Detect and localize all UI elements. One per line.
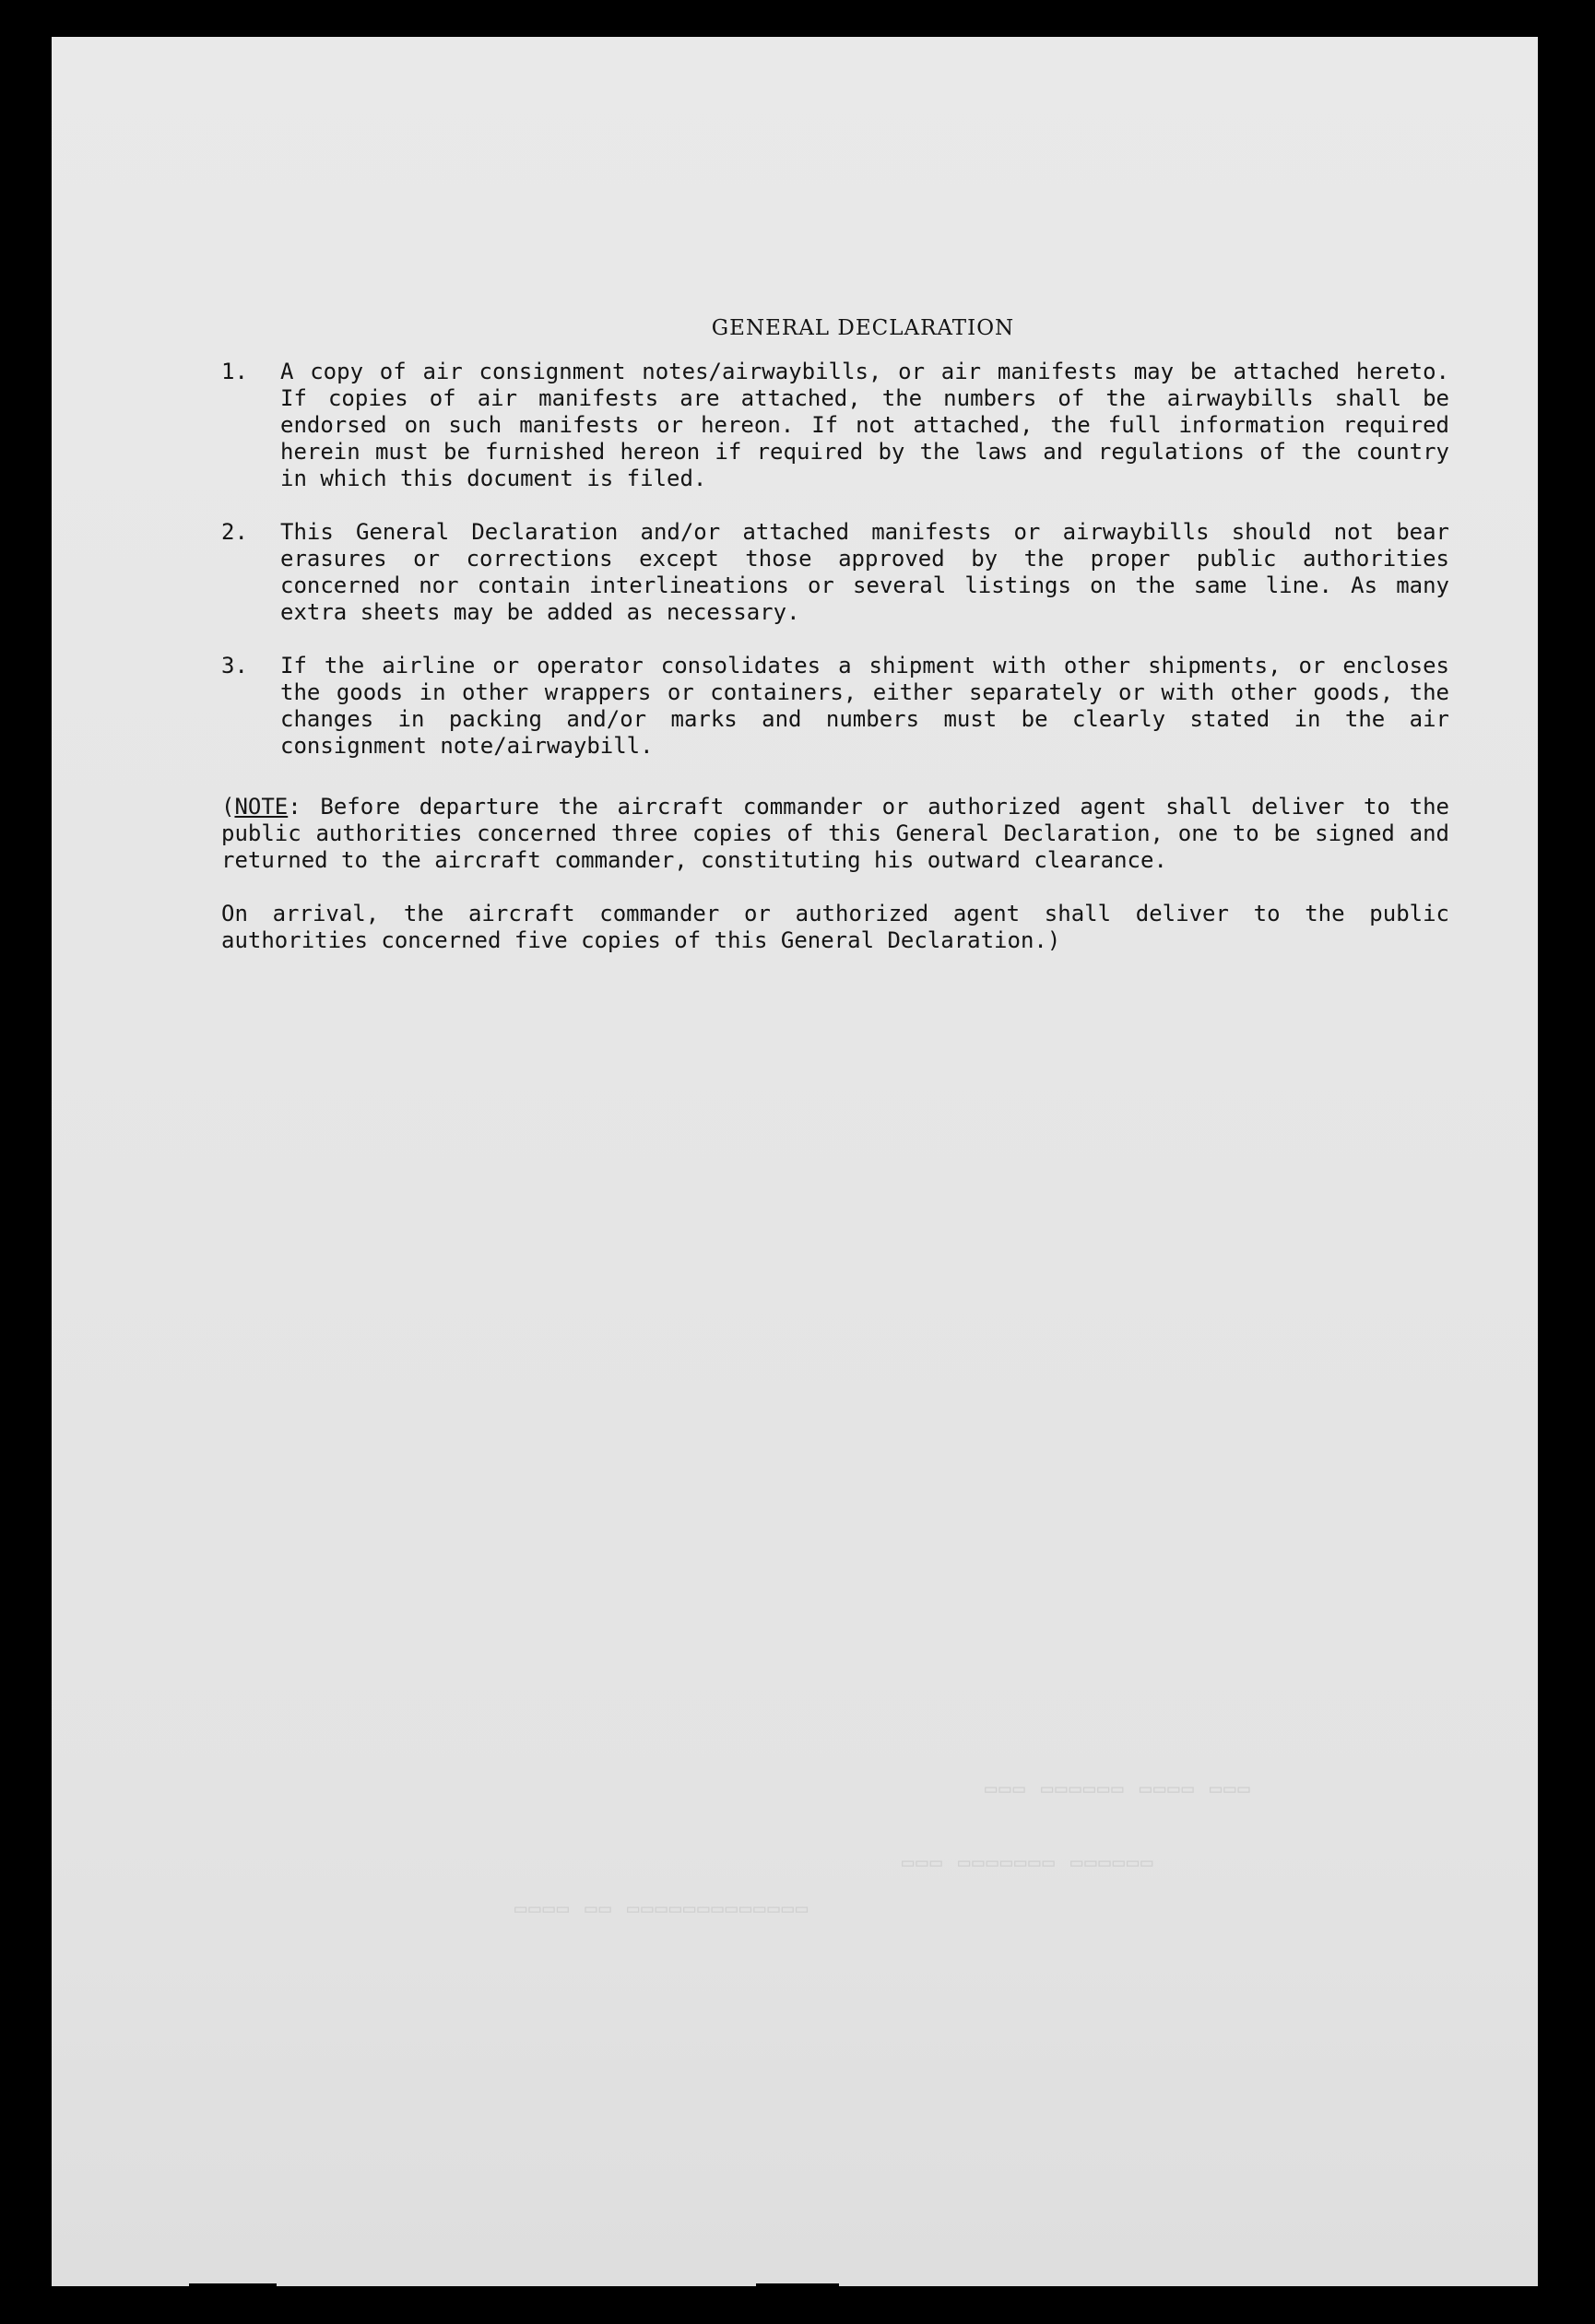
declaration-text bbox=[221, 315, 1449, 954]
scan-edge-artifact bbox=[756, 2283, 839, 2324]
note-paragraph bbox=[221, 794, 1449, 874]
scan-edge-artifact bbox=[189, 2283, 277, 2324]
bleed-through-mark: ▭▭▭▭▭▭▭▭▭▭▭▭▭ ▭▭ ▭▭▭▭ bbox=[513, 1899, 809, 1922]
arrival-paragraph: On arrival, the aircraft commander or authorized agent shall deliver to the public authorities concerned five copies of this General Declaration.) bbox=[221, 901, 1449, 953]
item-number: 1. bbox=[221, 359, 248, 384]
item-text: A copy of air consignment notes/airwaybills, or air manifests may be attached hereto. If copies of air manifests are attached, the numbers of the airwaybills shall be endorsed on such manifests or hereon. If not attached, the full information required herein must be furnished hereon if required by the laws and regulations of the country in which this document is filed. bbox=[280, 359, 1449, 491]
declaration-item-2 bbox=[221, 519, 1449, 626]
bleed-through-mark: ▭▭▭ ▭▭▭▭ ▭▭▭▭▭▭ ▭▭▭ bbox=[983, 1779, 1250, 1802]
item-number: 3. bbox=[221, 653, 248, 678]
item-text: If the airline or operator consolidates a shipment with other shipments, or encloses the goods in other wrappers or containers, either separately or with other goods, the changes in packing and/or marks and numbers must be clearly stated in the air consignment note/airwaybill. bbox=[280, 653, 1449, 759]
declaration-item-3 bbox=[221, 653, 1449, 760]
note-text: : Before departure the aircraft commander or authorized agent shall deliver to the public authorities concerned three copies of this General Declaration, one to be signed and returned to the aircraft commander, constituting his outward clearance. bbox=[221, 794, 1449, 873]
note-open-paren: ( bbox=[221, 794, 235, 820]
bleed-through-mark: ▭▭▭▭▭▭ ▭▭▭▭▭▭▭ ▭▭▭ bbox=[900, 1853, 1153, 1876]
document-page bbox=[52, 37, 1538, 2286]
item-number: 2. bbox=[221, 519, 248, 545]
declaration-item-1 bbox=[221, 359, 1449, 492]
document-title: GENERAL DECLARATION bbox=[711, 316, 1015, 340]
item-text: This General Declaration and/or attached manifests or airwaybills should not bear erasures or corrections except those approved by the proper public authorities concerned nor contain interlineations or several listings on the same line. As many extra sheets may be added as necessary. bbox=[280, 519, 1449, 625]
note-label: NOTE bbox=[234, 794, 289, 820]
